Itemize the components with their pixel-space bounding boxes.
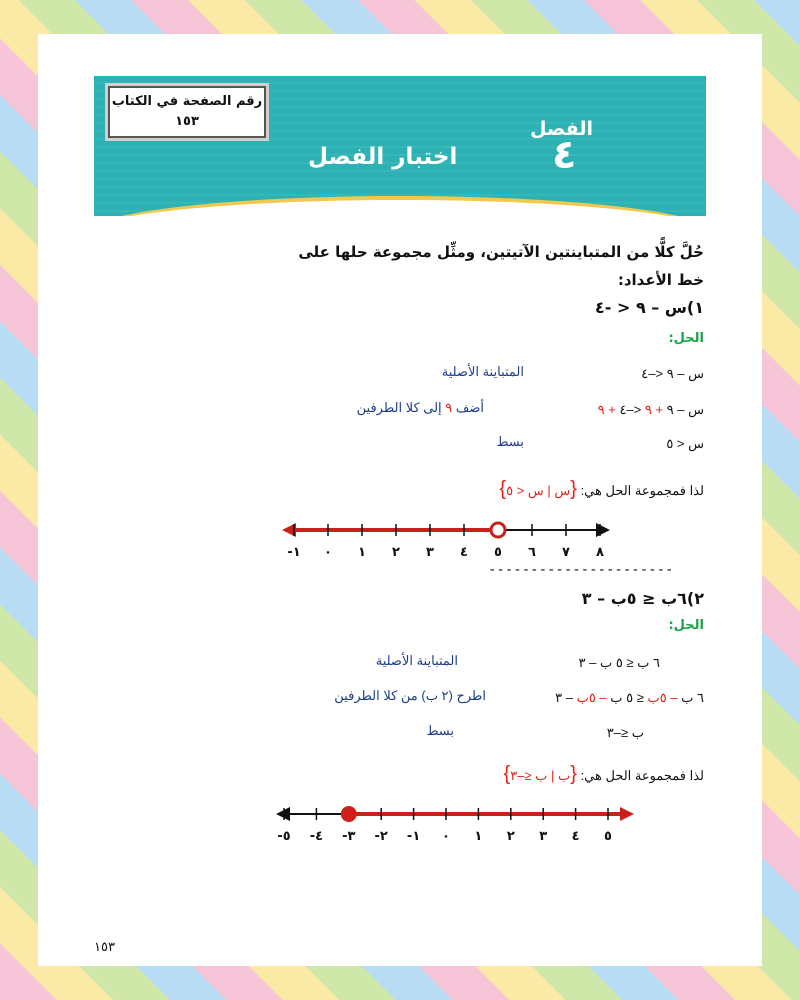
tick-label: ٤: [571, 829, 580, 844]
tick-label: -١: [287, 545, 301, 560]
tick-label: ١: [474, 829, 483, 844]
tick-label: -٥: [277, 829, 291, 844]
note-text: أضف: [452, 400, 484, 415]
tick-label: ٥: [604, 829, 612, 844]
section-divider: ----------------------: [488, 562, 674, 578]
page-number: ١٥٣: [94, 940, 115, 955]
step-text: ٦ ب: [677, 690, 704, 705]
instructions: حُلَّ كلًّا من المتباينتين الآتيتين، ومثِّل مجموعة حلها على خط الأعداد:: [298, 243, 704, 289]
problem-2-step-1-math: ٦ ب ≤ ٥ ب – ٣: [578, 655, 660, 670]
open-point: [491, 523, 505, 537]
problem-2-step-2-math: [555, 690, 704, 706]
problem-1-number-line: [276, 516, 616, 562]
note-text: إلى كلا الطرفين: [356, 400, 446, 415]
solution-set-body: ب | ب ≤–٣: [510, 768, 571, 783]
problem-2-step-2-note: اطرح (٢ ب) من كلا الطرفين: [334, 688, 486, 703]
tick-label: ٣: [426, 545, 434, 560]
step-text: <–٤: [615, 402, 645, 417]
problem-1-solution-set: [499, 478, 704, 501]
step-text: س – ٩: [663, 402, 704, 417]
tick-label: ٢: [392, 545, 400, 560]
step-text: – ٣: [555, 690, 577, 705]
page-reference-number: ١٥٣: [175, 114, 199, 129]
added-term: + ٩: [644, 402, 664, 417]
subtracted-term: – ٥ب: [647, 690, 678, 705]
chapter-title: اختبار الفصل: [308, 144, 458, 170]
problem-2-solution-label: الحل:: [668, 618, 704, 633]
problem-2-step-1-note: المتباينة الأصلية: [375, 653, 458, 668]
tick-label: -٣: [342, 829, 356, 844]
tick-label: ٠: [442, 829, 450, 844]
problem-2-heading: [582, 589, 704, 608]
banner-curve: [94, 196, 706, 216]
solution-set-prefix: لذا فمجموعة الحل هي:: [580, 768, 704, 783]
brace-open: {: [570, 763, 577, 785]
tick-label: ٠: [324, 545, 332, 560]
tick-label: -٤: [309, 829, 324, 844]
note-number: ٩: [445, 400, 453, 415]
subtracted-term: – ٥ب: [576, 690, 607, 705]
tick-label: ٦: [528, 545, 536, 560]
solution-set-prefix: لذا فمجموعة الحل هي:: [580, 483, 704, 498]
brace-close: }: [499, 478, 507, 500]
page-reference-box: [108, 86, 266, 138]
tick-label: ٨: [596, 545, 604, 560]
tick-label: ٤: [460, 545, 468, 560]
closed-point: [341, 806, 357, 822]
tick-label: ٥: [494, 545, 502, 560]
problem-1-number: ١): [686, 298, 704, 317]
brace-close: }: [503, 763, 511, 785]
tick-label: ٢: [506, 829, 515, 844]
problem-2-step-3-math: ب ≤–٣: [606, 725, 644, 740]
problem-1-step-3-note: بسط: [496, 434, 524, 449]
tick-label: -٢: [374, 829, 388, 844]
chapter-number: ٤: [552, 132, 577, 178]
problem-1-step-1-math: س – ٩ <–٤: [641, 366, 704, 381]
arrow-right: [596, 523, 610, 537]
problem-1-heading: [595, 298, 704, 317]
problem-1-step-3-math: س < ٥: [666, 436, 704, 451]
tick-label: ٣: [539, 829, 548, 844]
tick-label: ١: [358, 545, 366, 560]
tick-label: -١: [406, 829, 421, 844]
problem-1-step-1-note: المتباينة الأصلية: [441, 364, 524, 379]
problem-2-solution-set: [504, 763, 704, 786]
tick-label: ٧: [562, 545, 570, 560]
problem-2-step-3-note: بسط: [426, 723, 454, 738]
problem-2-number-line: [270, 800, 640, 846]
added-term: + ٩: [597, 402, 616, 417]
problem-1-solution-label: الحل:: [668, 331, 704, 346]
problem-2-statement: ٦ب ≤ ٥ب – ٣: [581, 589, 687, 608]
brace-open: {: [570, 478, 577, 500]
arrow-left: [276, 807, 290, 821]
step-text: ≤ ٥ ب: [606, 690, 648, 705]
page-reference-label: رقم الصفحة في الكتاب: [111, 94, 263, 109]
solution-set-body: س | س < ٥: [506, 483, 571, 498]
problem-1-step-2-math: [598, 402, 704, 418]
problem-2-number: ٢): [686, 589, 704, 608]
problem-1-statement: س – ٩ < -٤: [594, 298, 687, 317]
chapter-word: الفصل: [530, 118, 594, 140]
arrow-right: [620, 807, 634, 821]
problem-1-step-2-note: [357, 400, 484, 416]
